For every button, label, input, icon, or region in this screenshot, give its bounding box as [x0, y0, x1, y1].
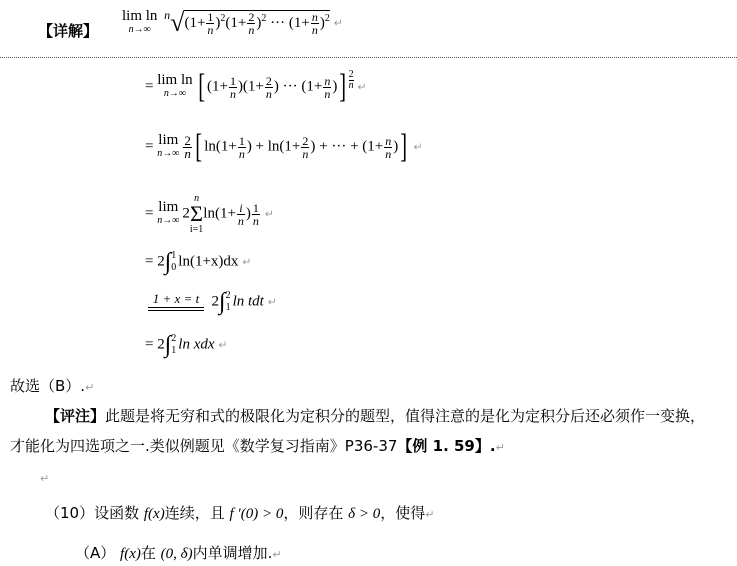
solution-header — [38, 20, 98, 41]
substitution-label: 1 + x = t — [148, 293, 204, 311]
paragraph-mark: ↵ — [333, 16, 343, 30]
option-a: （A） f(x)在 (0, δ)内单调增加.↵ — [75, 544, 282, 562]
header-expression — [122, 8, 343, 38]
step-5: 1 + x = t 2∫ 2 1 ln tdt ↵ — [148, 290, 277, 314]
step-6: = 2∫ 2 1 ln xdx ↵ — [145, 332, 228, 358]
step-4: = 2∫ 1 0 ln(1+x)dx ↵ — [145, 249, 252, 275]
comment-line-2: 才能化为四选项之一.类似例题见《数学复习指南》P36-37【例 1. 59】.↵ — [10, 437, 505, 455]
question-10: （10）设函数 f(x)连续，且 f ′(0) > 0，则存在 δ > 0，使得↵ — [45, 504, 435, 522]
answer-line: 故选（B）.↵ — [10, 377, 95, 395]
step-2: = lim n→∞ $\frac{2}{n}$ [ ln(1+ $\frac{1}{n}$ ) + ln(1+ $\frac{2}{n}$ ) + ··· + (1+ $\frac{n}{n}$ )] ↵ — [145, 128, 423, 165]
radical-sign: √ — [170, 8, 185, 37]
radicand: (1+ $\frac{1}{n}$ )$^2$(1+ $\frac{2}{n}$ )$^2$ ··· (1+ $\frac{n}{n}$ )$^2$ — [184, 10, 330, 37]
step-3: = lim n→∞ 2 n Σ i=1 ln(1+ $\frac{i}{n}$ ) $\frac{1}{n}$ ↵ — [145, 193, 274, 235]
header-divider — [0, 57, 737, 58]
limit-operator: lim ln n→∞ — [122, 8, 158, 35]
comment-line-1: 【评注】此题是将无穷和式的极限化为定积分的题型，值得注意的是化为定积分后还必须作一变换， — [45, 407, 706, 425]
root-index: n — [164, 8, 171, 22]
step-1: = lim ln n→∞ [ (1+ $\frac{1}{n}$ )(1+ $\frac{2}{n}$ ) ··· (1+ $\frac{n}{n}$ )] $\frac{2}{n}$ ↵ — [145, 68, 367, 105]
solution-label: 【详解】 — [38, 22, 99, 40]
empty-paragraph-mark: ↵ — [40, 472, 50, 485]
